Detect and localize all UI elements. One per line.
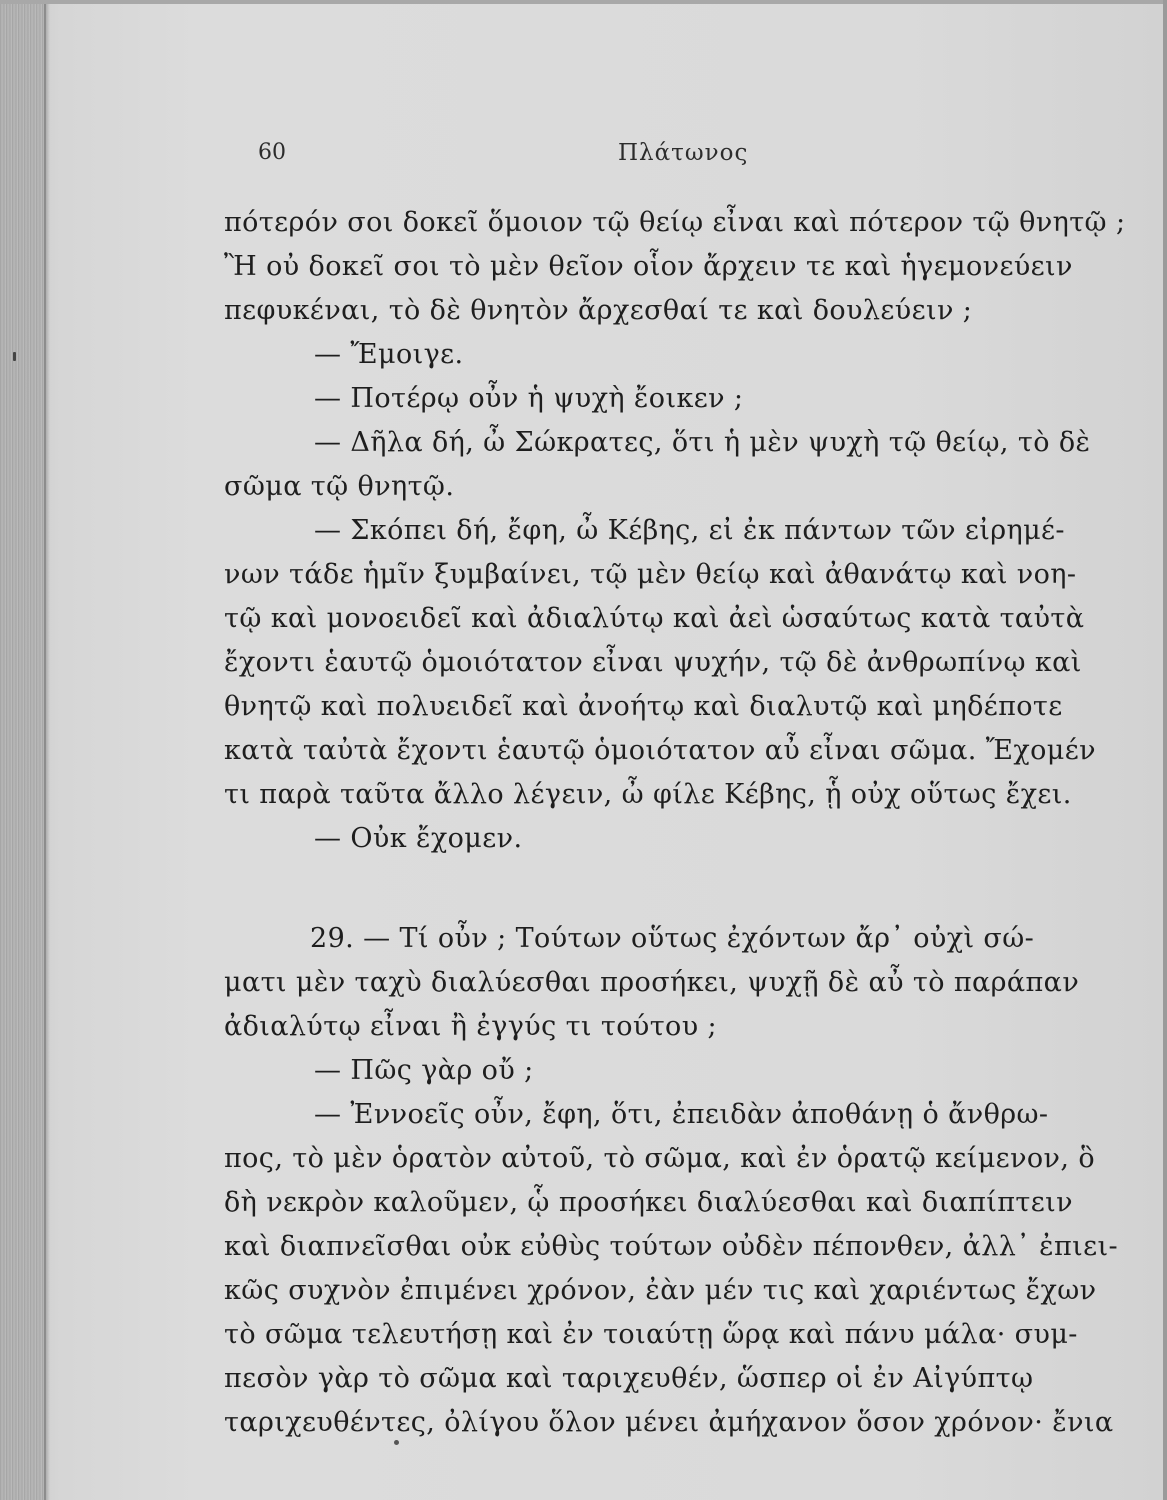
text-line: πεσὸν γὰρ τὸ σῶμα καὶ ταριχευθέν, ὥσπερ οἱ ἐν Αἰγύπτῳ [224,1363,1034,1394]
text-line: — Σκόπει δή, ἔφη, ὦ Κέβης, εἰ ἐκ πάντων τῶν εἰρημέ- [314,515,1065,546]
running-title: Πλάτωνος [618,140,749,166]
text-line: ἀδιαλύτῳ εἶναι ἢ ἐγγύς τι τούτου ; [224,1011,717,1042]
section-start-line: 29. — Τί οὖν ; Τούτων οὕτως ἐχόντων ἄρ᾽ οὐχὶ σώ- [310,923,1035,954]
text-line: νων τάδε ἡμῖν ξυμβαίνει, τῷ μὲν θείῳ καὶ ἀθανάτῳ καὶ νοη- [224,559,1077,590]
text-line: θνητῷ καὶ πολυειδεῖ καὶ ἀνοήτῳ καὶ διαλυτῷ καὶ μηδέποτε [224,691,1063,722]
text-line: κατὰ ταὐτὰ ἔχοντι ἑαυτῷ ὁμοιότατον αὖ εἶναι σῶμα. Ἔχομέν [224,735,1096,766]
running-header [0,140,1167,180]
page-stack-edge [0,0,46,1500]
text-line: — Πῶς γὰρ οὔ ; [314,1055,534,1086]
text-line: πότερόν σοι δοκεῖ ὅμοιον τῷ θείῳ εἶναι καὶ πότερον τῷ θνητῷ ; [224,207,1126,238]
text-line: καὶ διαπνεῖσθαι οὐκ εὐθὺς τούτων οὐδὲν πέπονθεν, ἀλλ᾽ ἐπιει- [224,1231,1119,1262]
top-page-edge [0,0,1167,4]
text-line: δὴ νεκρὸν καλοῦμεν, ᾧ προσήκει διαλύεσθαι καὶ διαπίπτειν [224,1187,1073,1218]
text-line: τι παρὰ ταῦτα ἄλλο λέγειν, ὦ φίλε Κέβης, ᾗ οὐχ οὕτως ἔχει. [224,779,1072,810]
text-line: ματι μὲν ταχὺ διαλύεσθαι προσήκει, ψυχῇ δὲ αὖ τὸ παράπαν [224,967,1080,998]
text-line: Ἢ οὐ δοκεῖ σοι τὸ μὲν θεῖον οἷον ἄρχειν τε καὶ ἡγεμονεύειν [224,251,1073,282]
text-line: — Ποτέρῳ οὖν ἡ ψυχὴ ἔοικεν ; [314,383,744,414]
text-line: — Ἔμοιγε. [314,339,464,370]
page-number: 60 [258,140,286,165]
text-line: τῷ καὶ μονοειδεῖ καὶ ἀδιαλύτῳ καὶ ἀεὶ ὡσαύτως κατὰ ταὐτὰ [224,603,1085,634]
text-line: πος, τὸ μὲν ὁρατὸν αὐτοῦ, τὸ σῶμα, καὶ ἐν ὁρατῷ κείμενον, ὃ [224,1143,1095,1174]
edge-mark [13,352,16,361]
right-page-edge [1163,0,1167,1500]
text-line: — Δῆλα δή, ὦ Σώκρατες, ὅτι ἡ μὲν ψυχὴ τῷ θείῳ, τὸ δὲ [314,427,1091,458]
text-line: πεφυκέναι, τὸ δὲ θνητὸν ἄρχεσθαί τε καὶ δουλεύειν ; [224,295,973,326]
text-line: τὸ σῶμα τελευτήσῃ καὶ ἐν τοιαύτῃ ὥρᾳ καὶ πάνυ μάλα· συμ- [224,1319,1078,1350]
gutter-shadow [44,0,50,1500]
text-line: — Οὐκ ἔχομεν. [314,823,523,854]
text-line: ἔχοντι ἑαυτῷ ὁμοιότατον εἶναι ψυχήν, τῷ δὲ ἀνθρωπίνῳ καὶ [224,647,1082,678]
text-line: — Ἐννοεῖς οὖν, ἔφη, ὅτι, ἐπειδὰν ἀποθάνῃ ὁ ἄνθρω- [314,1099,1049,1130]
print-speck [394,1440,399,1445]
text-line: κῶς συχνὸν ἐπιμένει χρόνον, ἐὰν μέν τις καὶ χαριέντως ἔχων [224,1275,1097,1306]
text-line: ταριχευθέντες, ὀλίγου ὅλον μένει ἀμήχανον ὅσον χρόνον· ἔνια [224,1407,1114,1438]
text-line: σῶμα τῷ θνητῷ. [224,471,455,502]
